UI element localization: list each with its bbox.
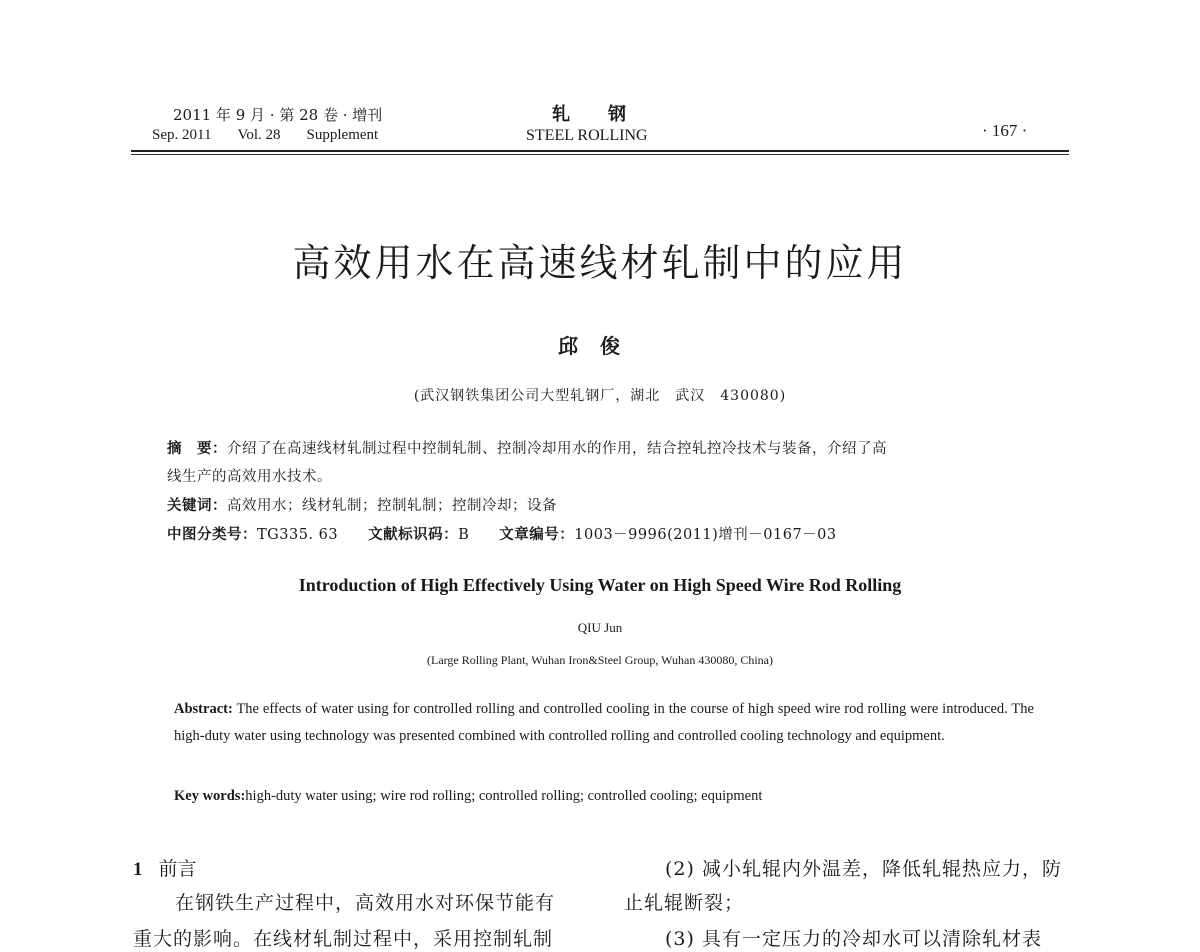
body-left-line-2: 重大的影响。在线材轧制过程中，采用控制轧制 [133,928,554,950]
keywords-label-cn: 关键词： [167,497,227,514]
abstract-cn-text-2: 线生产的高效用水技术。 [167,469,332,485]
author-cn: 邱俊 [558,334,642,358]
journal-name-cn: 轧钢 [552,104,664,125]
abstract-en-text: The effects of water using for controlled rolling and controlled cooling in the course of high speed wire rod rolling were introduced. The high-duty water using technology was presented combined with controlled rolling and controlled cooling technology and equipment. [174,701,1034,744]
section-title: 前言 [158,858,197,880]
abstract-en [174,696,1034,750]
issue-supplement: Supplement [306,127,379,143]
abstract-cn-line-1 [167,437,887,458]
article-title-en: Introduction of High Effectively Using Water on High Speed Wire Rod Rolling [298,575,902,595]
doc-code-value: B [458,527,470,543]
header-rule-thick [131,150,1069,152]
abstract-label-cn: 摘 要： [167,440,227,457]
header-rule-thin [131,154,1069,155]
article-no-value: 1003－9996(2011)增刊－0167－03 [574,527,837,543]
article-no-label: 文章编号： [499,526,575,543]
body-left-line-1: 在钢铁生产过程中，高效用水对环保节能有 [175,892,556,914]
page-number: · 167 · [982,121,1028,140]
clc-label: 中图分类号： [167,526,257,543]
author-en: QIU Jun [577,620,623,635]
keywords-en-text: high-duty water using; wire rod rolling; controlled rolling; controlled cooling; equipment [245,788,763,804]
issue-date: Sep. 2011 [152,127,212,143]
classification-line [167,523,837,544]
affiliation-cn: (武汉钢铁集团公司大型轧钢厂，湖北 武汉 430080) [413,388,787,404]
abstract-cn-text-1: 介绍了在高速线材轧制过程中控制轧制、控制冷却用水的作用，结合控轧控冷技术与装备，介绍了高 [227,441,887,457]
journal-name-en: STEEL ROLLING [526,127,648,144]
keywords-cn-text: 高效用水；线材轧制；控制轧制；控制冷却；设备 [227,498,557,514]
article-title-cn: 高效用水在高速线材轧制中的应用 [292,241,908,285]
clc-value: TG335. 63 [257,527,339,543]
issue-info-cn: 2011 年 9 月 · 第 28 卷 · 增刊 [173,106,383,124]
body-right-line-1: (2) 减小轧辊内外温差，降低轧辊热应力，防 [665,858,1062,880]
doc-code-label: 文献标识码： [368,526,459,543]
issue-volume: Vol. 28 [237,127,281,143]
section-heading [133,854,197,881]
keywords-cn [167,494,557,515]
body-right-line-2: 止轧辊断裂； [624,892,745,914]
issue-info-en [152,127,404,144]
keywords-label-en: Key words: [174,788,246,804]
body-right-line-3: (3) 具有一定压力的冷却水可以清除轧材表 [665,928,1042,950]
affiliation-en: (Large Rolling Plant, Wuhan Iron&Steel Group, Wuhan 430080, China) [427,653,773,667]
abstract-label-en: Abstract: [174,701,233,717]
keywords-en [174,788,762,805]
section-number: 1 [133,859,143,880]
